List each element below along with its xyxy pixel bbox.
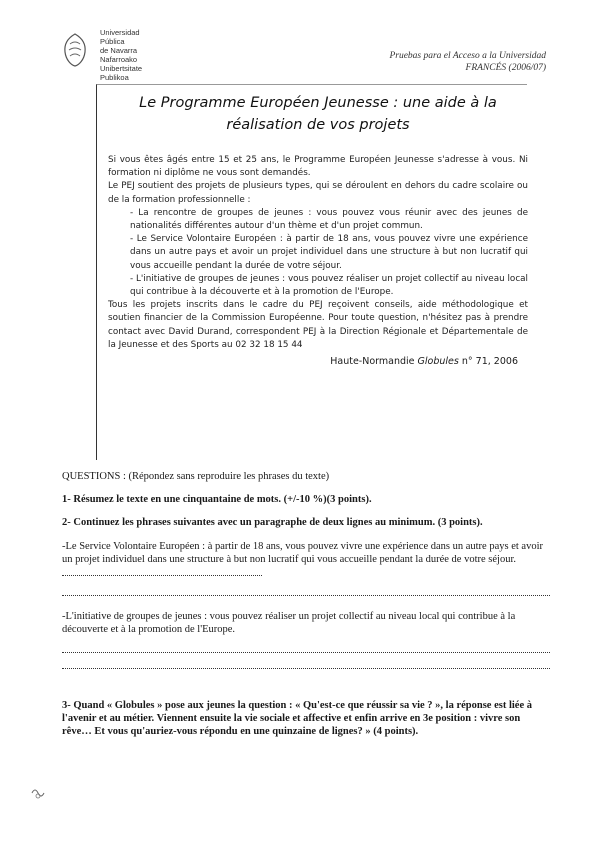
source-issue: n° 71, 2006 (461, 356, 518, 368)
exam-header (389, 50, 546, 74)
article-source (108, 356, 528, 367)
answer-line[interactable] (62, 594, 550, 596)
questions-heading: QUESTIONS : (Répondez sans reproduire les phrases du texte) (62, 471, 330, 482)
university-logo (60, 28, 150, 82)
article-bullet: - L'initiative de groupes de jeunes : vous pouvez réaliser un projet collectif au niveau local qui contribue à la découverte et à la promotion de l'Europe. (130, 273, 528, 298)
logo-line: Universidad Pública (100, 28, 140, 46)
answer-line[interactable] (62, 651, 550, 653)
article-paragraph: Tous les projets inscrits dans le cadre du PEJ reçoivent conseils, aide méthodologique et soutien financier de la Commission Européenne. Pour toute question, n'hésitez pas à prendre contact avec David Durand, correspondent PEJ à la Direction Régionale et Départementale de la Jeunesse et des Sports au 02 32 18 15 44 (108, 300, 528, 350)
article-paragraph: Le PEJ soutient des projets de plusieurs types, qui se déroulent en dehors du cadre scolaire ou de la formation professionnelle : (108, 181, 528, 205)
article-paragraph: Si vous êtes âgés entre 15 et 25 ans, le Programme Européen Jeunesse s'adresse à vous. Ni formation ni diplôme ne vous sont demandés. (108, 155, 528, 179)
source-region: Haute-Normandie (330, 356, 415, 368)
question-3: 3- Quand « Globules » pose aux jeunes la question : « Qu'est-ce que réussir sa vie ? », la réponse est liée à l'avenir et au métier. Viennent ensuite la vie sociale et affective et enfin arrive en 3e position : vivre son rêve… Et vous qu'auriez-vous répondu en une quinzaine de lignes? » (4 points). (62, 699, 532, 738)
article-body (108, 154, 528, 352)
source-magazine: Globules (417, 356, 459, 368)
article-title (108, 92, 528, 136)
university-emblem-icon (60, 32, 90, 68)
question-2: 2- Continuez les phrases suivantes avec un paragraphe de deux lignes au minimum. (3 points). (62, 517, 483, 529)
article-bullet: - La rencontre de groupes de jeunes : vous pouvez vous réunir avec des jeunes de nationalités différentes autour d'un thème et d'un projet commun. (130, 207, 528, 232)
logo-line: Nafarroako (100, 55, 138, 64)
article-bullet: - Le Service Volontaire Européen : à partir de 18 ans, vous pouvez vivre une expérience dans un autre pays et avoir un projet individuel dans une structure à but non lucratif qui vous accueille pendant la durée de votre séjour. (130, 234, 528, 271)
answer-line[interactable] (62, 667, 550, 669)
question-2b: -L'initiative de groupes de jeunes : vous pouvez réaliser un projet collectif au niveau local qui contribue à la découverte et à la promotion de l'Europe. (62, 611, 516, 636)
question-1: 1- Résumez le texte en une cinquantaine de mots. (+/-10 %)(3 points). (62, 494, 372, 506)
exam-subject: FRANCÉS (2006/07) (465, 63, 546, 73)
article (108, 92, 528, 367)
university-name (100, 28, 150, 82)
exam-title: Pruebas para el Acceso a la Universidad (389, 51, 546, 61)
scribble-icon (30, 785, 46, 801)
question-2a-text: -Le Service Volontaire Européen : à partir de 18 ans, vous pouvez vivre une expérience dans un autre pays et avoir un projet individuel dans une structure à but non lucratif qui vous accueille pendant la durée de votre séjour. (62, 540, 543, 565)
article-title-line: Le Programme Européen Jeunesse : une aide à la (139, 95, 497, 111)
article-title-line: réalisation de vos projets (226, 117, 410, 133)
question-2a (62, 540, 550, 581)
logo-line: de Navarra (100, 46, 138, 55)
questions-section (62, 470, 550, 748)
logo-line: Unibertsitate Publikoa (100, 64, 143, 82)
answer-line[interactable] (62, 566, 262, 576)
